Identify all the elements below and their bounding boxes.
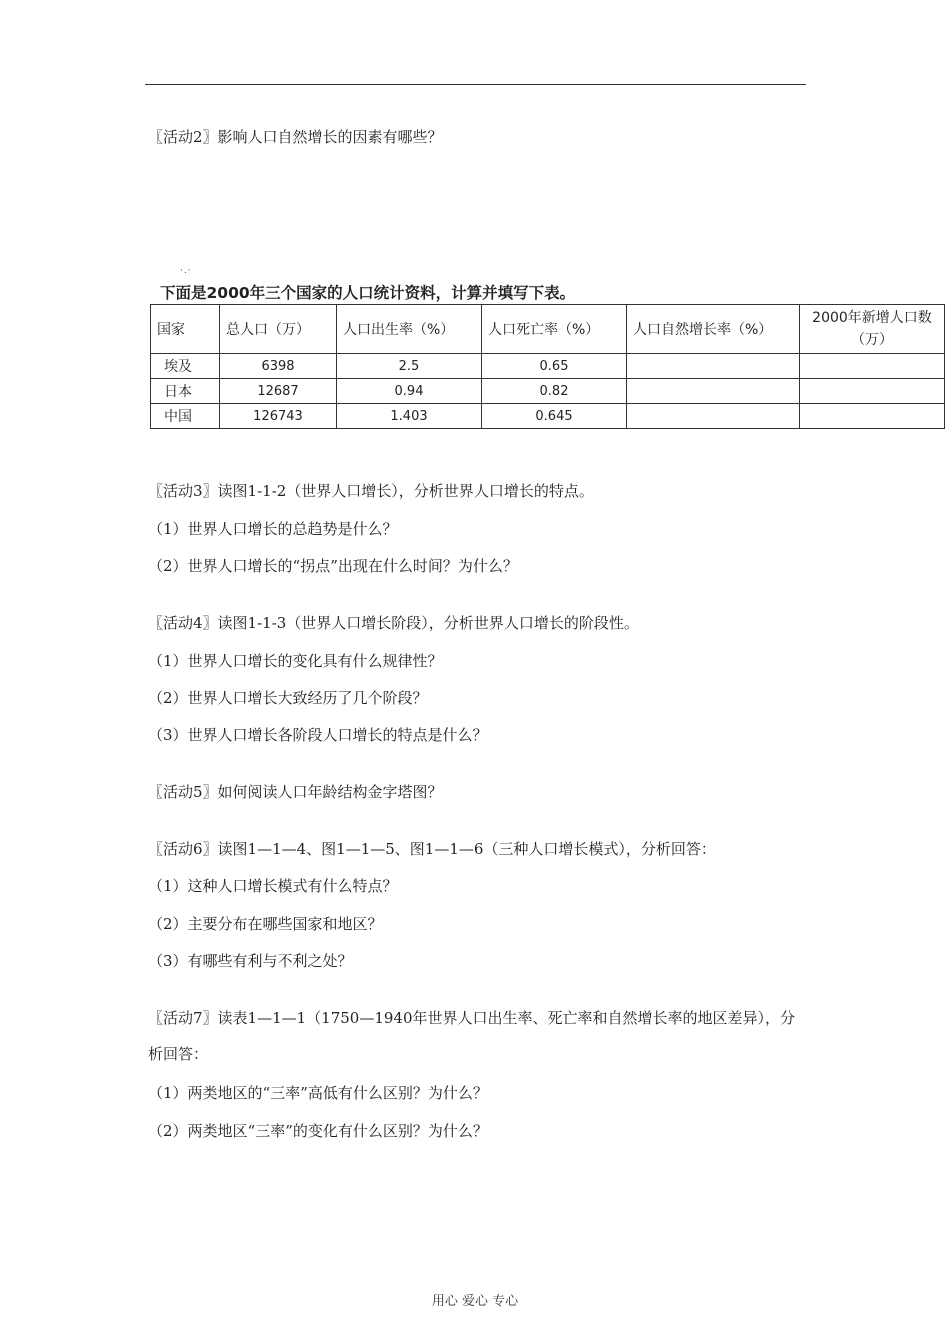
activity-4-q1: （1）世界人口增长的变化具有什么规律性？	[148, 652, 443, 670]
activity-6-title: 〖活动6〗读图1—1—4、图1—1—5、图1—1—6（三种人口增长模式），分析回答：	[148, 840, 716, 858]
header-birth-rate: 人口出生率（%）	[337, 305, 482, 354]
cell-birth-rate: 0.94	[337, 379, 482, 404]
cell-new-population[interactable]	[800, 404, 945, 429]
cell-natural-growth-rate[interactable]	[627, 404, 800, 429]
cell-birth-rate: 2.5	[337, 354, 482, 379]
cell-country: 埃及	[151, 354, 220, 379]
header-new-population	[800, 305, 945, 354]
page-footer: 用心 爱心 专心	[431, 1294, 519, 1309]
activity-5: 〖活动5〗如何阅读人口年龄结构金字塔图？	[148, 783, 443, 801]
header-rule	[145, 84, 806, 85]
cell-total-population: 126743	[220, 404, 337, 429]
cell-total-population: 12687	[220, 379, 337, 404]
table-row	[151, 404, 945, 429]
table-caption: 下面是2000年三个国家的人口统计资料，计算并填写下表。	[160, 284, 576, 302]
table-row	[151, 354, 945, 379]
activity-4-q2: （2）世界人口增长大致经历了几个阶段？	[148, 689, 428, 707]
cell-death-rate: 0.65	[482, 354, 627, 379]
header-total-population: 总人口（万）	[220, 305, 337, 354]
table-header-row	[151, 305, 945, 354]
activity-7-title: 〖活动7〗读表1—1—1（1750—1940年世界人口出生率、死亡率和自然增长率的地区差异），分析回答：	[148, 1009, 796, 1063]
activity-3-q1: （1）世界人口增长的总趋势是什么？	[148, 520, 398, 538]
header-natural-growth-rate: 人口自然增长率（%）	[627, 305, 800, 354]
cell-natural-growth-rate[interactable]	[627, 379, 800, 404]
activity-4-q3: （3）世界人口增长各阶段人口增长的特点是什么？	[148, 726, 488, 744]
cell-death-rate: 0.82	[482, 379, 627, 404]
activity-4-title: 〖活动4〗读图1-1-3（世界人口增长阶段），分析世界人口增长的阶段性。	[148, 614, 639, 632]
activity-7-q2: （2）两类地区“三率”的变化有什么区别？为什么？	[148, 1122, 488, 1140]
cell-birth-rate: 1.403	[337, 404, 482, 429]
header-country: 国家	[151, 305, 220, 354]
table-row	[151, 379, 945, 404]
population-table	[150, 304, 945, 429]
cell-total-population: 6398	[220, 354, 337, 379]
cell-natural-growth-rate[interactable]	[627, 354, 800, 379]
table-mark: ·.·	[180, 266, 192, 276]
cell-death-rate: 0.645	[482, 404, 627, 429]
activity-6-q2: （2）主要分布在哪些国家和地区？	[148, 915, 383, 933]
activity-3-title: 〖活动3〗读图1-1-2（世界人口增长），分析世界人口增长的特点。	[148, 482, 594, 500]
cell-new-population[interactable]	[800, 354, 945, 379]
activity-2: 〖活动2〗影响人口自然增长的因素有哪些？	[148, 128, 443, 146]
cell-new-population[interactable]	[800, 379, 945, 404]
cell-country: 中国	[151, 404, 220, 429]
activity-6-q3: （3）有哪些有利与不利之处？	[148, 952, 353, 970]
header-death-rate: 人口死亡率（%）	[482, 305, 627, 354]
activity-3-q2: （2）世界人口增长的“拐点”出现在什么时间？为什么？	[148, 557, 518, 575]
header-new-population-text: 2000年新增人口数（万）	[812, 310, 932, 348]
cell-country: 日本	[151, 379, 220, 404]
activity-6-q1: （1）这种人口增长模式有什么特点？	[148, 877, 398, 895]
activity-7-q1: （1）两类地区的“三率”高低有什么区别？为什么？	[148, 1084, 488, 1102]
